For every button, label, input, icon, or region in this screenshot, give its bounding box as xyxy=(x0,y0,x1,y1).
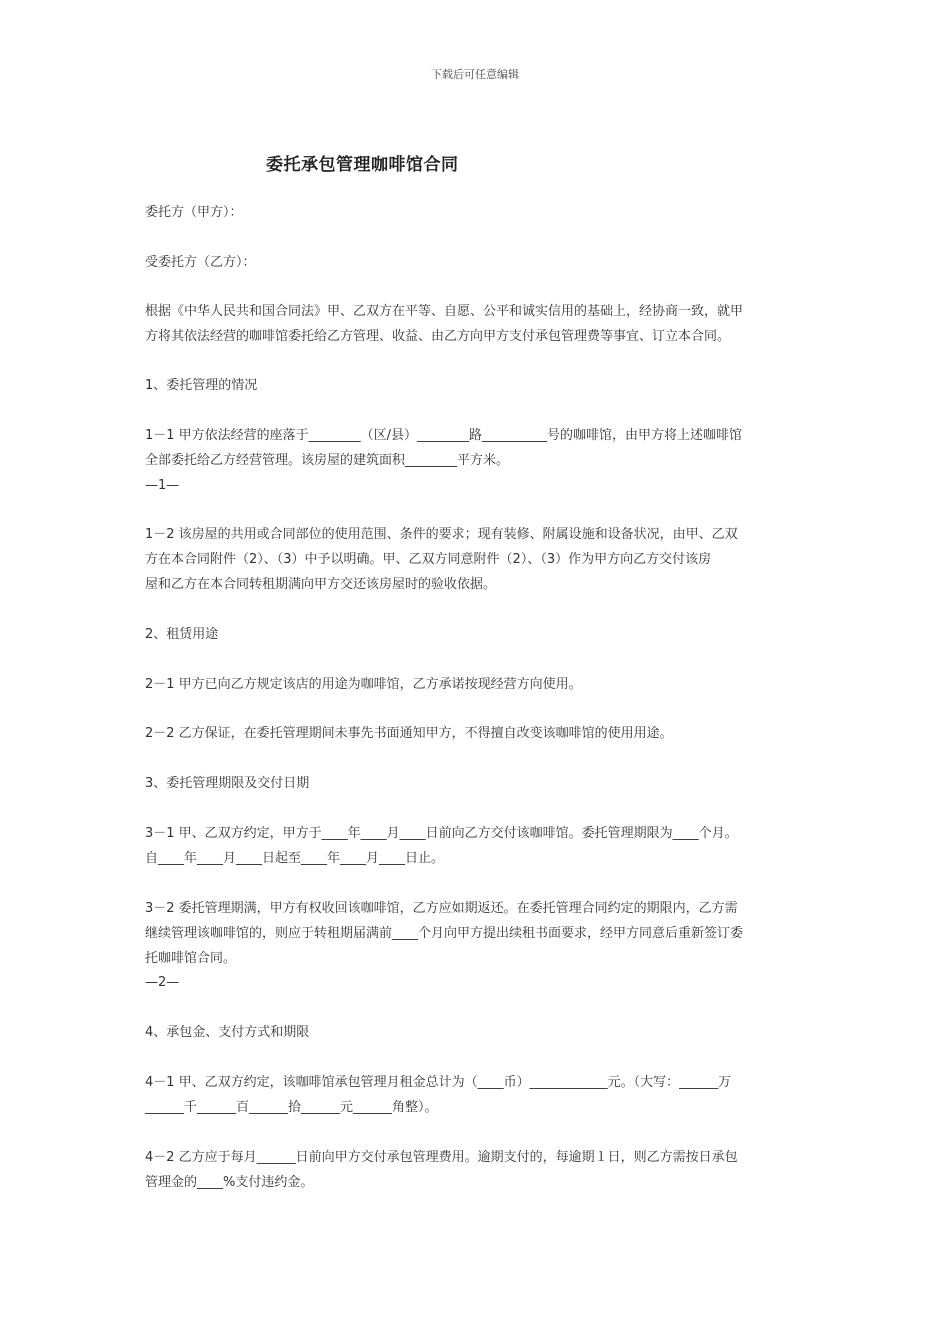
clause-1-2-line-2: 方在本合同附件（2）、（3）中予以明确。甲、乙双方同意附件（2）、（3）作为甲方向乙方交付该房 xyxy=(145,552,712,567)
page-marker-1: —1— xyxy=(145,478,180,493)
clause-1-1 xyxy=(145,423,810,473)
page-marker-2: —2— xyxy=(145,975,180,990)
clause-4-1-line-1: 4－1 甲、乙双方约定，该咖啡馆承包管理月租金总计为（____币）____________元。（大写：______万 xyxy=(145,1075,732,1090)
clause-4-2-line-1: 4－2 乙方应于每月______日前向甲方交付承包管理费用。逾期支付的，每逾期１日，则乙方需按日承包 xyxy=(145,1150,738,1165)
clause-3-1-line-2: 自____年____月____日起至____年____月____日止。 xyxy=(145,851,445,866)
section-1-heading: 1、委托管理的情况 xyxy=(145,378,258,393)
clause-2-2: 2－2 乙方保证，在委托管理期间未事先书面通知甲方，不得擅自改变该咖啡馆的使用用途。 xyxy=(145,726,673,741)
intro-paragraph xyxy=(145,299,810,349)
clause-1-1-line-1: 1－1 甲方依法经营的座落于________（区/县）________路__________号的咖啡馆，由甲方将上述咖啡馆 xyxy=(145,428,743,443)
party-a-line: 委托方（甲方）： xyxy=(145,205,243,220)
document-title: 委托承包管理咖啡馆合同 xyxy=(266,155,459,175)
clause-2-1: 2－1 甲方已向乙方规定该店的用途为咖啡馆，乙方承诺按现经营方向使用。 xyxy=(145,677,582,692)
section-3-heading: 3、委托管理期限及交付日期 xyxy=(145,776,310,791)
clause-3-2-line-1: 3－2 委托管理期满，甲方有权收回该咖啡馆，乙方应如期返还。在委托管理合同约定的期限内，乙方需 xyxy=(145,901,738,916)
clause-3-1 xyxy=(145,821,810,871)
header-note: 下载后可任意编辑 xyxy=(431,68,519,81)
clause-4-1-line-2: ______千______百______拾______元______角整）。 xyxy=(145,1100,438,1115)
clause-1-1-line-2: 全部委托给乙方经营管理。该房屋的建筑面积________平方米。 xyxy=(145,453,510,468)
clause-4-1 xyxy=(145,1070,810,1120)
clause-1-2 xyxy=(145,522,810,597)
party-b-line: 受委托方（乙方）： xyxy=(145,255,256,270)
clause-3-2 xyxy=(145,896,810,971)
clause-3-2-line-3: 托咖啡馆合同。 xyxy=(145,951,237,966)
section-2-heading: 2、租赁用途 xyxy=(145,627,219,642)
intro-line-1: 根据《中华人民共和国合同法》甲、乙双方在平等、自愿、公平和诚实信用的基础上，经协商一致，就甲 xyxy=(145,304,744,319)
section-4-heading: 4、承包金、支付方式和期限 xyxy=(145,1025,310,1040)
clause-4-2 xyxy=(145,1145,810,1195)
clause-1-2-line-3: 屋和乙方在本合同转租期满向甲方交还该房屋时的验收依据。 xyxy=(145,577,497,592)
clause-3-2-line-2: 继续管理该咖啡馆的，则应于转租期届满前____个月向甲方提出续租书面要求，经甲方同意后重新签订委 xyxy=(145,926,744,941)
clause-1-2-line-1: 1－2 该房屋的共用或合同部位的使用范围、条件的要求；现有装修、附属设施和设备状况，由甲、乙双 xyxy=(145,527,738,542)
intro-line-2: 方将其依法经营的咖啡馆委托给乙方管理、收益、由乙方向甲方支付承包管理费等事宜、订立本合同。 xyxy=(145,329,731,344)
clause-3-1-line-1: 3－1 甲、乙双方约定，甲方于____年____月____日前向乙方交付该咖啡馆。委托管理期限为____个月。 xyxy=(145,826,738,841)
clause-4-2-line-2: 管理金的____%支付违约金。 xyxy=(145,1175,314,1190)
